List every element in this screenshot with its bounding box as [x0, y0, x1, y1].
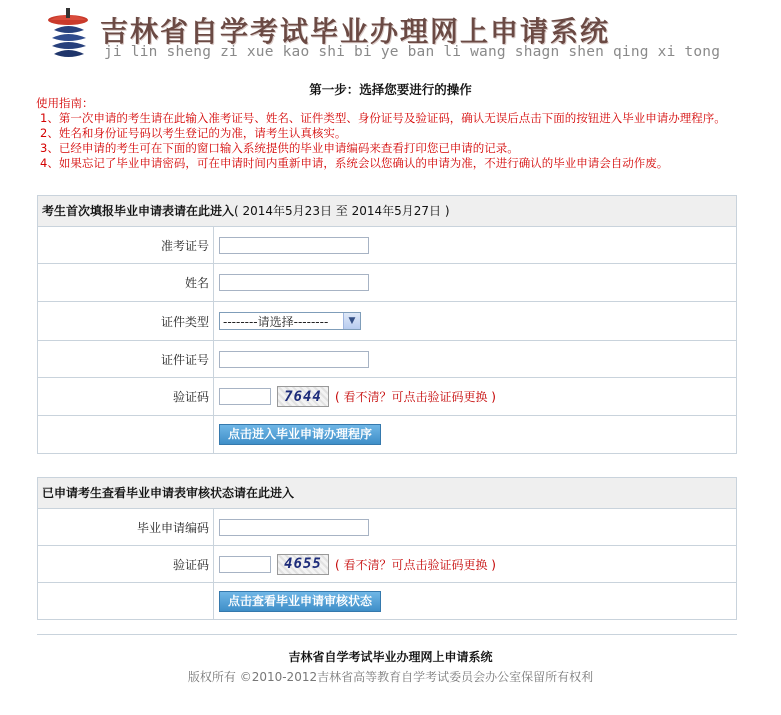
- footer-divider: [37, 634, 737, 635]
- usage-guide: [36, 96, 748, 171]
- site-header: [0, 0, 781, 72]
- status-captcha-row: [38, 546, 736, 583]
- guide-item: 3、已经申请的考生可在下面的窗口输入系统提供的毕业申请编码来查看打印您已申请的记录。: [40, 141, 519, 155]
- captcha-input[interactable]: [219, 388, 271, 405]
- books-stack-icon: [40, 6, 100, 64]
- second-panel-header: [38, 478, 736, 509]
- guide-item: 4、如果忘记了毕业申请密码，可在申请时间内重新申请，系统会以您确认的申请为准，不进行确认的毕业申请会自动作废。: [40, 156, 669, 170]
- chevron-down-icon[interactable]: ▼: [343, 313, 360, 329]
- status-captcha-refresh-link[interactable]: ( 看不清？可点击验证码更换 ): [335, 557, 496, 572]
- site-pinyin: ji lin sheng zi xue kao shi bi ye ban li wang shagn shen qing xi tong: [104, 44, 721, 60]
- id-type-select[interactable]: [219, 312, 361, 330]
- exam-no-input[interactable]: [219, 237, 369, 254]
- apply-code-input[interactable]: [219, 519, 369, 536]
- name-input[interactable]: [219, 274, 369, 291]
- step-title: 第一步：选择您要进行的操作: [309, 82, 472, 97]
- id-type-label: 证件类型: [38, 302, 214, 340]
- name-row: [38, 264, 736, 302]
- captcha-refresh-link[interactable]: ( 看不清？可点击验证码更换 ): [335, 390, 496, 404]
- first-panel-header: [38, 196, 736, 227]
- status-submit-row: [38, 583, 736, 619]
- footer-copyright: 版权所有 ©2010-2012吉林省高等教育自学考试委员会办公室保留所有权利: [187, 670, 594, 684]
- captcha-image[interactable]: 7644: [277, 386, 329, 407]
- status-captcha-label: 验证码: [38, 546, 214, 582]
- id-no-input[interactable]: [219, 351, 369, 368]
- guide-item: 1、第一次申请的考生请在此输入准考证号、姓名、证件类型、身份证号及验证码，确认无误后点击下面的按钮进入毕业申请办理程序。: [40, 111, 726, 125]
- captcha-row: [38, 378, 736, 416]
- guide-title: 使用指南：: [36, 96, 94, 110]
- name-label: 姓名: [38, 264, 214, 301]
- apply-code-label: 毕业申请编码: [38, 509, 214, 545]
- enter-application-button[interactable]: 点击进入毕业申请办理程序: [219, 424, 381, 445]
- site-title: 吉林省自学考试毕业办理网上申请系统: [100, 15, 611, 48]
- id-type-selected: --------请选择--------: [223, 314, 329, 329]
- guide-item: 2、姓名和身份证号码以考生登记的为准，请考生认真核实。: [40, 126, 347, 140]
- footer-title: 吉林省自学考试毕业办理网上申请系统: [288, 650, 493, 664]
- exam-no-row: [38, 227, 736, 264]
- first-application-panel: [37, 195, 737, 454]
- status-captcha-image[interactable]: 4655: [277, 554, 329, 575]
- exam-no-label: 准考证号: [38, 227, 214, 263]
- second-panel-title: 已申请考生查看毕业申请表审核状态请在此进入: [42, 486, 295, 500]
- check-status-panel: [37, 477, 737, 620]
- first-panel-title: 考生首次填报毕业申请表请在此进入: [42, 204, 235, 218]
- status-captcha-input[interactable]: [219, 556, 271, 573]
- captcha-label: 验证码: [38, 378, 214, 415]
- id-no-row: [38, 341, 736, 378]
- submit-row: [38, 416, 736, 453]
- check-status-button[interactable]: 点击查看毕业申请审核状态: [219, 591, 381, 612]
- application-date-range: ( 2014年5月23日 至 2014年5月27日 ): [234, 204, 450, 218]
- id-type-row: [38, 302, 736, 341]
- id-no-label: 证件证号: [38, 341, 214, 377]
- apply-code-row: [38, 509, 736, 546]
